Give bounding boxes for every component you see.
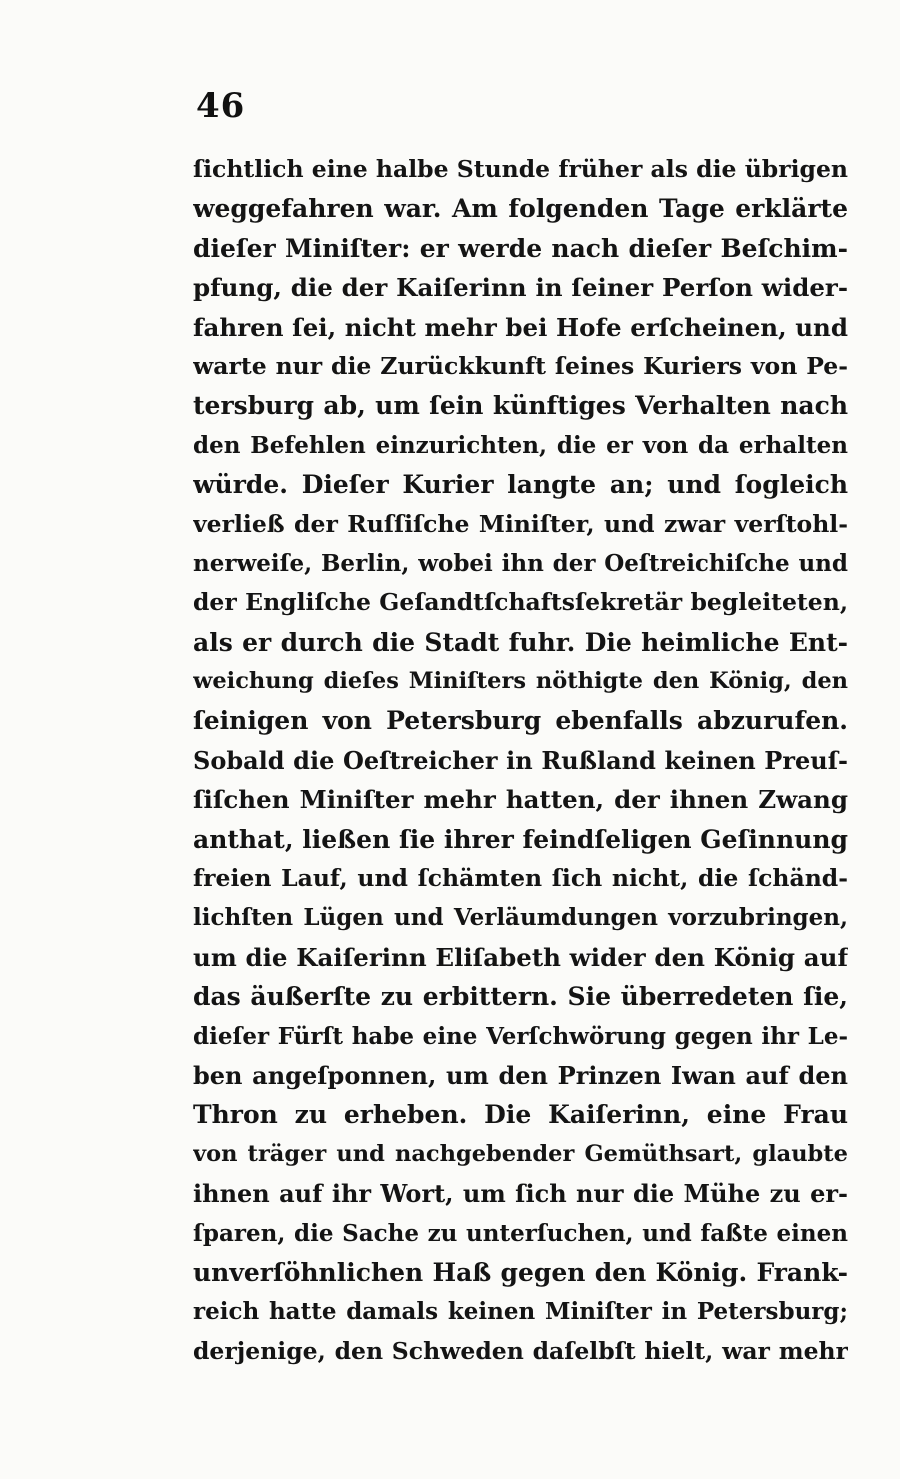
text-line: von träger und nachgebender Gemüthsart, glaubte [193, 1140, 848, 1167]
text-line: ihnen auf ihr Wort, um ſich nur die Mühe zu er- [193, 1179, 848, 1209]
text-line: freien Lauf, und ſchämten ſich nicht, die ſchänd- [193, 864, 848, 893]
text-line: würde. Dieſer Kurier langte an; und ſogleich [193, 470, 848, 500]
text-line: anthat, ließen ſie ihrer feindſeligen Geſinnung [193, 824, 848, 854]
text-line: weggefahren war. Am folgenden Tage erklärte [193, 194, 848, 224]
body-text [193, 150, 848, 1371]
text-line: lichſten Lügen und Verläumdungen vorzubringen, [193, 904, 848, 932]
text-line: ſeinigen von Petersburg ebenfalls abzurufen. [193, 706, 848, 736]
text-line: tersburg ab, um ſein künftiges Verhalten nach [193, 391, 848, 421]
text-line: warte nur die Zurückkunft ſeines Kuriers von Pe- [193, 351, 848, 380]
text-line: ſiſchen Miniſter mehr hatten, der ihnen Zwang [193, 785, 848, 815]
text-line: verließ der Ruſſiſche Miniſter, und zwar verſtohl- [193, 509, 848, 538]
text-line: als er durch die Stadt fuhr. Die heimliche Ent- [193, 627, 848, 657]
text-line: derjenige, den Schweden daſelbſt hielt, war mehr [193, 1336, 848, 1365]
text-line: der Engliſche Geſandtſchaftsſekretär begleiteten, [193, 588, 848, 617]
text-line: dieſer Miniſter: er werde nach dieſer Beſchim- [193, 233, 848, 263]
page-number: 46 [196, 86, 246, 126]
text-line: fahren ſei, nicht mehr bei Hofe erſcheinen, und [193, 312, 848, 342]
text-line: das äußerſte zu erbittern. Sie überredeten ſie, [193, 982, 848, 1012]
text-line: ben angeſponnen, um den Prinzen Iwan auf den [193, 1060, 848, 1090]
text-line: um die Kaiſerinn Eliſabeth wider den König auf [193, 942, 848, 972]
text-line: unverſöhnlichen Haß gegen den König. Frank- [193, 1257, 848, 1287]
text-line: ſparen, die Sache zu unterſuchen, und faßte einen [193, 1219, 848, 1247]
text-line: Sobald die Oeſtreicher in Rußland keinen Preuſ- [193, 745, 848, 775]
text-line: weichung dieſes Miniſters nöthigte den König, den [193, 668, 848, 695]
text-line: pfung, die der Kaiſerinn in ſeiner Perſon wider- [193, 273, 848, 303]
text-line: ſichtlich eine halbe Stunde früher als die übrigen [193, 155, 848, 183]
text-line: reich hatte damals keinen Miniſter in Petersburg; [193, 1298, 848, 1326]
text-line: den Befehlen einzurichten, die er von da erhalten [193, 431, 848, 459]
text-line: dieſer Fürſt habe eine Verſchwörung gegen ihr Le- [193, 1022, 848, 1050]
text-line: nerweiſe, Berlin, wobei ihn der Oeſtreichiſche und [193, 549, 848, 577]
text-line: Thron zu erheben. Die Kaiſerinn, eine Frau [193, 1100, 848, 1130]
